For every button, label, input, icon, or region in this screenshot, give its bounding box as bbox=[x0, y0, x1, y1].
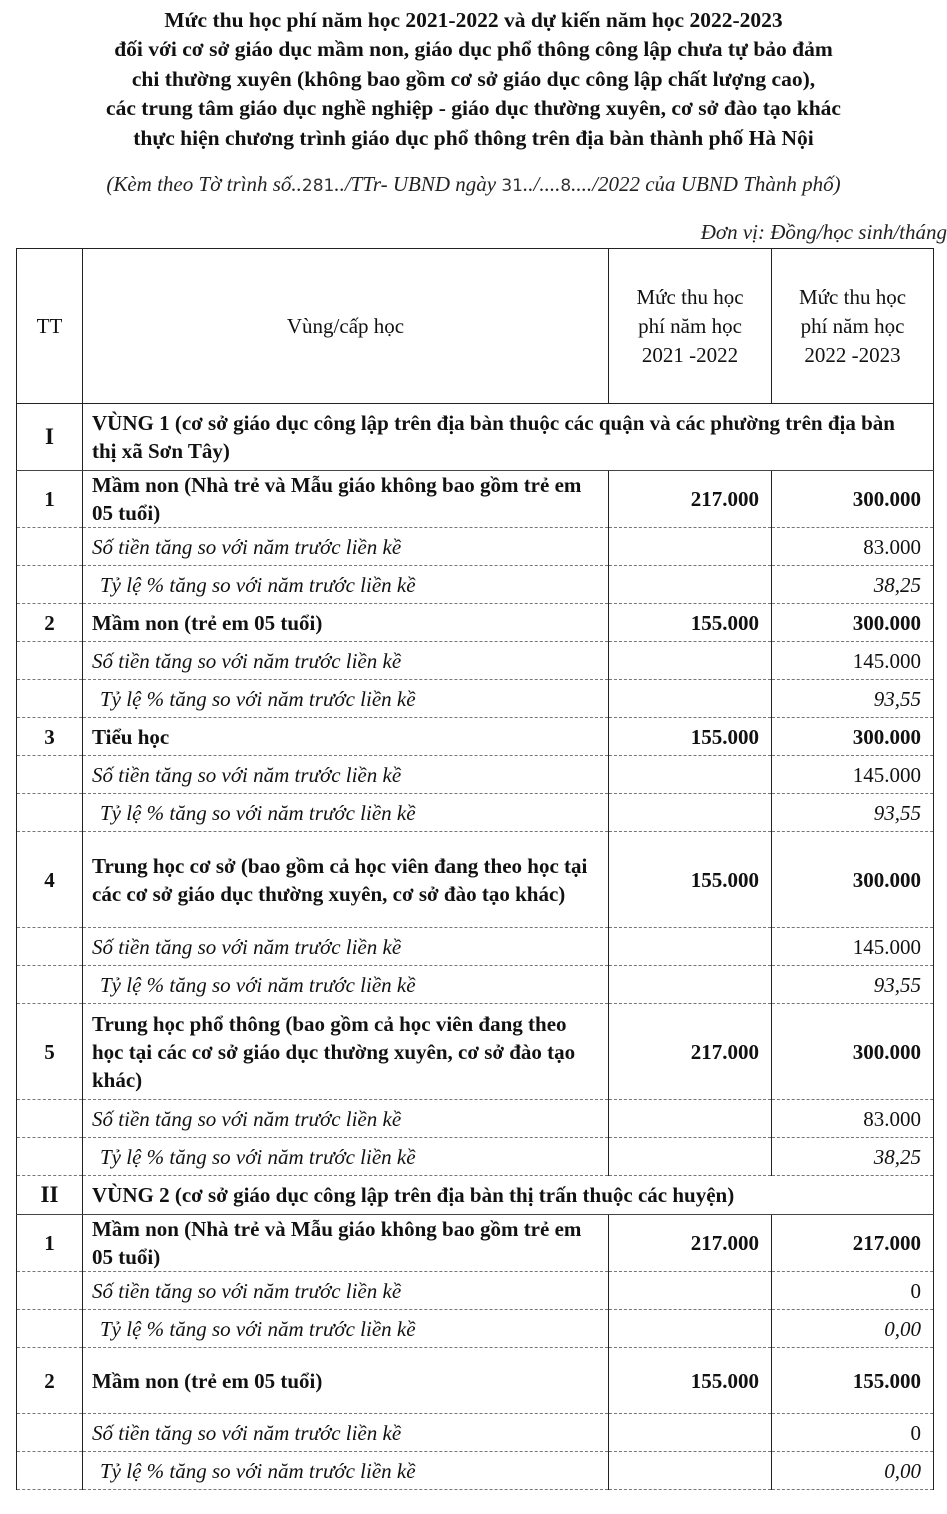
section-row bbox=[17, 404, 934, 471]
row-label: Trung học cơ sở (bao gồm cả học viên đang theo học tại các cơ sở giáo dục thường xuyên, cơ sở đào tạo khác) bbox=[83, 832, 609, 928]
header-fee-2022 bbox=[772, 249, 934, 404]
increase-amount-row bbox=[17, 642, 934, 680]
row-label: Tỷ lệ % tăng so với năm trước liền kề bbox=[83, 566, 609, 604]
fee-2021-cell bbox=[609, 756, 772, 794]
fee-table bbox=[16, 248, 934, 1490]
increase-amount-row bbox=[17, 756, 934, 794]
header-line: Mức thu học bbox=[636, 284, 744, 309]
title-line: chi thường xuyên (không bao gồm cơ sở giáo dục công lập chất lượng cao), bbox=[131, 66, 816, 91]
section-row bbox=[17, 1176, 934, 1215]
fee-2021-cell bbox=[609, 1100, 772, 1138]
fee-2022-cell: 0 bbox=[772, 1272, 934, 1310]
handwritten-day: 31 bbox=[501, 176, 523, 196]
increase-percent-row bbox=[17, 680, 934, 718]
fee-2021-cell: 155.000 bbox=[609, 832, 772, 928]
row-tt bbox=[17, 966, 83, 1004]
increase-percent-row bbox=[17, 1452, 934, 1490]
row-tt bbox=[17, 756, 83, 794]
fee-2022-cell: 0,00 bbox=[772, 1452, 934, 1490]
fee-2021-cell bbox=[609, 928, 772, 966]
fee-2022-cell: 300.000 bbox=[772, 1004, 934, 1100]
fee-2021-cell bbox=[609, 1414, 772, 1452]
increase-amount-row bbox=[17, 1100, 934, 1138]
fee-2022-cell: 300.000 bbox=[772, 832, 934, 928]
fee-2022-cell: 38,25 bbox=[772, 1138, 934, 1176]
increase-percent-row bbox=[17, 966, 934, 1004]
fee-2021-cell bbox=[609, 566, 772, 604]
header-tt: TT bbox=[17, 249, 83, 404]
handwritten-month: 8 bbox=[560, 176, 572, 196]
fee-2021-cell: 217.000 bbox=[609, 1004, 772, 1100]
fee-2022-cell: 217.000 bbox=[772, 1215, 934, 1272]
fee-2022-cell: 145.000 bbox=[772, 756, 934, 794]
header-fee-2021 bbox=[609, 249, 772, 404]
row-label: Mầm non (Nhà trẻ và Mẫu giáo không bao gồm trẻ em 05 tuổi) bbox=[83, 471, 609, 528]
row-tt: 1 bbox=[17, 1215, 83, 1272]
fee-2021-cell bbox=[609, 1138, 772, 1176]
fee-2021-cell bbox=[609, 966, 772, 1004]
fee-2021-cell bbox=[609, 1272, 772, 1310]
row-tt: 4 bbox=[17, 832, 83, 928]
handwritten-number: 281 bbox=[301, 176, 335, 196]
increase-amount-row bbox=[17, 928, 934, 966]
header-level: Vùng/cấp học bbox=[83, 249, 609, 404]
subtitle-text: ../.... bbox=[522, 172, 561, 196]
unit-label: Đơn vị: Đồng/học sinh/tháng bbox=[700, 220, 947, 244]
increase-percent-row bbox=[17, 1310, 934, 1348]
row-tt: 2 bbox=[17, 604, 83, 642]
increase-percent-row bbox=[17, 1138, 934, 1176]
row-label: Mầm non (trẻ em 05 tuổi) bbox=[83, 604, 609, 642]
row-label: Mầm non (Nhà trẻ và Mẫu giáo không bao gồm trẻ em 05 tuổi) bbox=[83, 1215, 609, 1272]
fee-2022-cell: 300.000 bbox=[772, 604, 934, 642]
table-row bbox=[17, 1004, 934, 1100]
row-label: Số tiền tăng so với năm trước liền kề bbox=[83, 528, 609, 566]
row-tt bbox=[17, 1452, 83, 1490]
header-line: 2022 -2023 bbox=[804, 342, 901, 367]
fee-2022-cell: 145.000 bbox=[772, 642, 934, 680]
row-tt: 2 bbox=[17, 1348, 83, 1414]
fee-2022-cell: 93,55 bbox=[772, 680, 934, 718]
increase-percent-row bbox=[17, 566, 934, 604]
title-line: Mức thu học phí năm học 2021-2022 và dự kiến năm học 2022-2023 bbox=[164, 8, 783, 32]
fee-2021-cell bbox=[609, 794, 772, 832]
subtitle-text: (Kèm theo Tờ trình số.. bbox=[106, 172, 302, 196]
row-label: Số tiền tăng so với năm trước liền kề bbox=[83, 1414, 609, 1452]
fee-2021-cell bbox=[609, 1310, 772, 1348]
fee-2022-cell: 83.000 bbox=[772, 1100, 934, 1138]
table-row bbox=[17, 604, 934, 642]
fee-2022-cell: 93,55 bbox=[772, 794, 934, 832]
row-tt bbox=[17, 794, 83, 832]
row-label: Tiểu học bbox=[83, 718, 609, 756]
row-label: Số tiền tăng so với năm trước liền kề bbox=[83, 642, 609, 680]
increase-amount-row bbox=[17, 528, 934, 566]
row-tt: II bbox=[17, 1176, 83, 1215]
row-tt: I bbox=[17, 404, 83, 471]
row-label: Tỷ lệ % tăng so với năm trước liền kề bbox=[83, 1310, 609, 1348]
document-title bbox=[0, 6, 947, 153]
increase-amount-row bbox=[17, 1272, 934, 1310]
table-row bbox=[17, 1348, 934, 1414]
row-label: Tỷ lệ % tăng so với năm trước liền kề bbox=[83, 966, 609, 1004]
fee-2022-cell: 83.000 bbox=[772, 528, 934, 566]
row-label: Số tiền tăng so với năm trước liền kề bbox=[83, 928, 609, 966]
row-tt: 3 bbox=[17, 718, 83, 756]
row-tt bbox=[17, 1138, 83, 1176]
row-label: Tỷ lệ % tăng so với năm trước liền kề bbox=[83, 1138, 609, 1176]
row-label: Mầm non (trẻ em 05 tuổi) bbox=[83, 1348, 609, 1414]
fee-2022-cell: 93,55 bbox=[772, 966, 934, 1004]
row-tt bbox=[17, 1272, 83, 1310]
row-tt bbox=[17, 1100, 83, 1138]
title-line: đối với cơ sở giáo dục mầm non, giáo dục phổ thông công lập chưa tự bảo đảm bbox=[114, 37, 833, 62]
fee-2021-cell: 217.000 bbox=[609, 471, 772, 528]
row-label: Số tiền tăng so với năm trước liền kề bbox=[83, 1100, 609, 1138]
row-tt bbox=[17, 566, 83, 604]
fee-2022-cell: 38,25 bbox=[772, 566, 934, 604]
section-label: VÙNG 2 (cơ sở giáo dục công lập trên địa bàn thị trấn thuộc các huyện) bbox=[83, 1176, 934, 1215]
header-line: Mức thu học bbox=[798, 284, 907, 309]
header-line: phí năm học bbox=[800, 313, 905, 338]
fee-2021-cell: 155.000 bbox=[609, 718, 772, 756]
fee-2021-cell: 217.000 bbox=[609, 1215, 772, 1272]
table-row bbox=[17, 832, 934, 928]
section-label: VÙNG 1 (cơ sở giáo dục công lập trên địa bàn thuộc các quận và các phường trên địa bàn thị xã Sơn Tây) bbox=[83, 404, 934, 471]
increase-percent-row bbox=[17, 794, 934, 832]
fee-2021-cell: 155.000 bbox=[609, 1348, 772, 1414]
table-header-row bbox=[17, 249, 934, 404]
row-tt bbox=[17, 1414, 83, 1452]
subtitle-text: ../TTr- UBND ngày bbox=[334, 172, 502, 196]
header-line: 2021 -2022 bbox=[641, 342, 739, 367]
row-tt bbox=[17, 928, 83, 966]
fee-2021-cell bbox=[609, 680, 772, 718]
fee-2022-cell: 155.000 bbox=[772, 1348, 934, 1414]
increase-amount-row bbox=[17, 1414, 934, 1452]
row-label: Số tiền tăng so với năm trước liền kề bbox=[83, 756, 609, 794]
row-label: Số tiền tăng so với năm trước liền kề bbox=[83, 1272, 609, 1310]
title-line: thực hiện chương trình giáo dục phổ thông trên địa bàn thành phố Hà Nội bbox=[133, 125, 814, 150]
fee-2022-cell: 300.000 bbox=[772, 471, 934, 528]
row-label: Trung học phổ thông (bao gồm cả học viên đang theo học tại các cơ sở giáo dục thường xuyên, cơ sở đào tạo khác) bbox=[83, 1004, 609, 1100]
table-row bbox=[17, 471, 934, 528]
fee-2022-cell: 300.000 bbox=[772, 718, 934, 756]
row-tt bbox=[17, 1310, 83, 1348]
row-tt bbox=[17, 528, 83, 566]
row-label: Tỷ lệ % tăng so với năm trước liền kề bbox=[83, 1452, 609, 1490]
fee-2021-cell bbox=[609, 1452, 772, 1490]
fee-2021-cell bbox=[609, 642, 772, 680]
row-tt: 5 bbox=[17, 1004, 83, 1100]
title-line: các trung tâm giáo dục nghề nghiệp - giáo dục thường xuyên, cơ sở đào tạo khác bbox=[106, 96, 841, 121]
header-line: phí năm học bbox=[638, 313, 742, 338]
fee-2022-cell: 0 bbox=[772, 1414, 934, 1452]
fee-2021-cell: 155.000 bbox=[609, 604, 772, 642]
row-label: Tỷ lệ % tăng so với năm trước liền kề bbox=[83, 794, 609, 832]
fee-2022-cell: 0,00 bbox=[772, 1310, 934, 1348]
table-row bbox=[17, 718, 934, 756]
document-subtitle bbox=[0, 170, 947, 200]
row-tt: 1 bbox=[17, 471, 83, 528]
subtitle-text: ..../2022 của UBND Thành phố) bbox=[571, 172, 841, 196]
row-tt bbox=[17, 680, 83, 718]
fee-2022-cell: 145.000 bbox=[772, 928, 934, 966]
row-label: Tỷ lệ % tăng so với năm trước liền kề bbox=[83, 680, 609, 718]
fee-2021-cell bbox=[609, 528, 772, 566]
table-row bbox=[17, 1215, 934, 1272]
row-tt bbox=[17, 642, 83, 680]
